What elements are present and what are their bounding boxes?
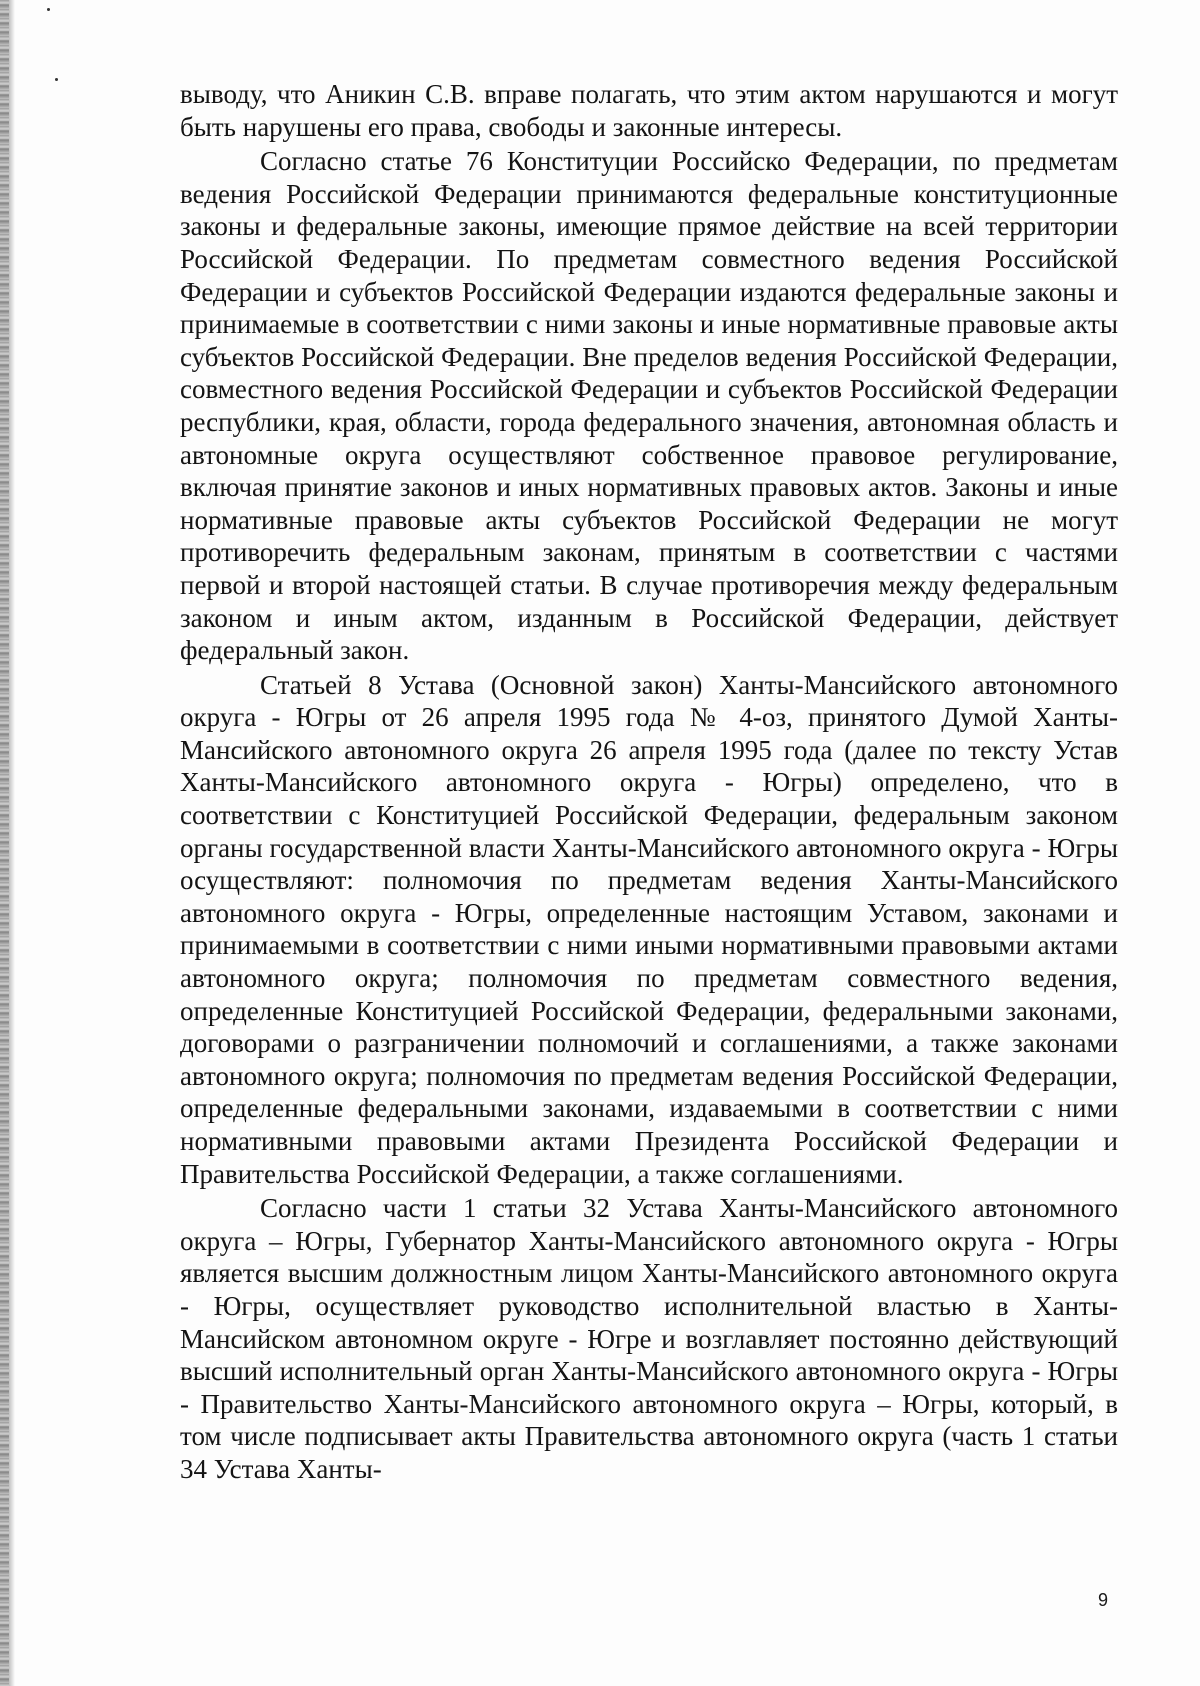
scan-edge-fade xyxy=(9,0,15,1686)
paragraph-3: Статьей 8 Устава (Основной закон) Ханты-Мансийского автономного округа - Югры от 26 апреля 1995 года № 4-оз, принятого Думой Ханты-Мансийского автономного округа 26 апреля 1995 года (далее по тексту Устав Ханты-Мансийского автономного округа - Югры) определено, что в соответствии с Конституцией Российской Федерации, федеральным законом органы государственной власти Ханты-Мансийского автономного округа - Югры осуществляют: полномочия по предметам ведения Ханты-Мансийского автономного округа - Югры, определенные настоящим Уставом, законами и принимаемыми в соответствии с ними иными нормативными правовыми актами автономного округа; полномочия по предметам совместного ведения, определенные Конституцией Российской Федерации, федеральными законами, договорами о разграничении полномочий и соглашениями, а также законами автономного округа; полномочия по предметам ведения Российской Федерации, определенные федеральными законами, издаваемыми в соответствии с ними нормативными правовыми актами Президента Российской Федерации и Правительства Российской Федерации, а также соглашениями. xyxy=(180,669,1118,1189)
document-body xyxy=(180,78,1118,1486)
page-number: 9 xyxy=(1098,1590,1109,1610)
paragraph-4: Согласно части 1 статьи 32 Устава Ханты-Мансийского автономного округа – Югры, Губернатор Ханты-Мансийского автономного округа - Югры является высшим должностным лицом Ханты-Мансийского автономного округа - Югры, осуществляет руководство исполнительной властью в Ханты-Мансийском автономном округе - Югре и возглавляет постоянно действующий высший исполнительный орган Ханты-Мансийского автономного округа - Югры - Правительство Ханты-Мансийского автономного округа – Югры, который, в том числе подписывает акты Правительства автономного округа (часть 1 статьи 34 Устава Ханты- xyxy=(180,1193,1118,1484)
scan-speck xyxy=(47,8,50,11)
paragraph-1: выводу, что Аникин С.В. вправе полагать, что этим актом нарушаются и могут быть нарушены его права, свободы и законные интересы. xyxy=(180,79,1118,142)
scan-edge-shadow xyxy=(0,0,9,1686)
paragraph-2: Согласно статье 76 Конституции Российско Федерации, по предметам ведения Российской Федерации принимаются федеральные конституционные законы и федеральные законы, имеющие прямое действие на всей территории Российской Федерации. По предметам совместного ведения Российской Федерации и субъектов Российской Федерации издаются федеральные законы и принимаемые в соответствии с ними законы и иные нормативные правовые акты субъектов Российской Федерации. Вне пределов ведения Российской Федерации, совместного ведения Российской Федерации и субъектов Российской Федерации республики, края, области, города федерального значения, автономная область и автономные округа осуществляют собственное правовое регулирование, включая принятие законов и иных нормативных правовых актов. Законы и иные нормативные правовые акты субъектов Российской Федерации не могут противоречить федеральным законам, принятым в соответствии с частями первой и второй настоящей статьи. В случае противоречия между федеральным законом и иным актом, изданным в Российской Федерации, действует федеральный закон. xyxy=(180,146,1118,666)
scan-speck xyxy=(55,78,58,81)
